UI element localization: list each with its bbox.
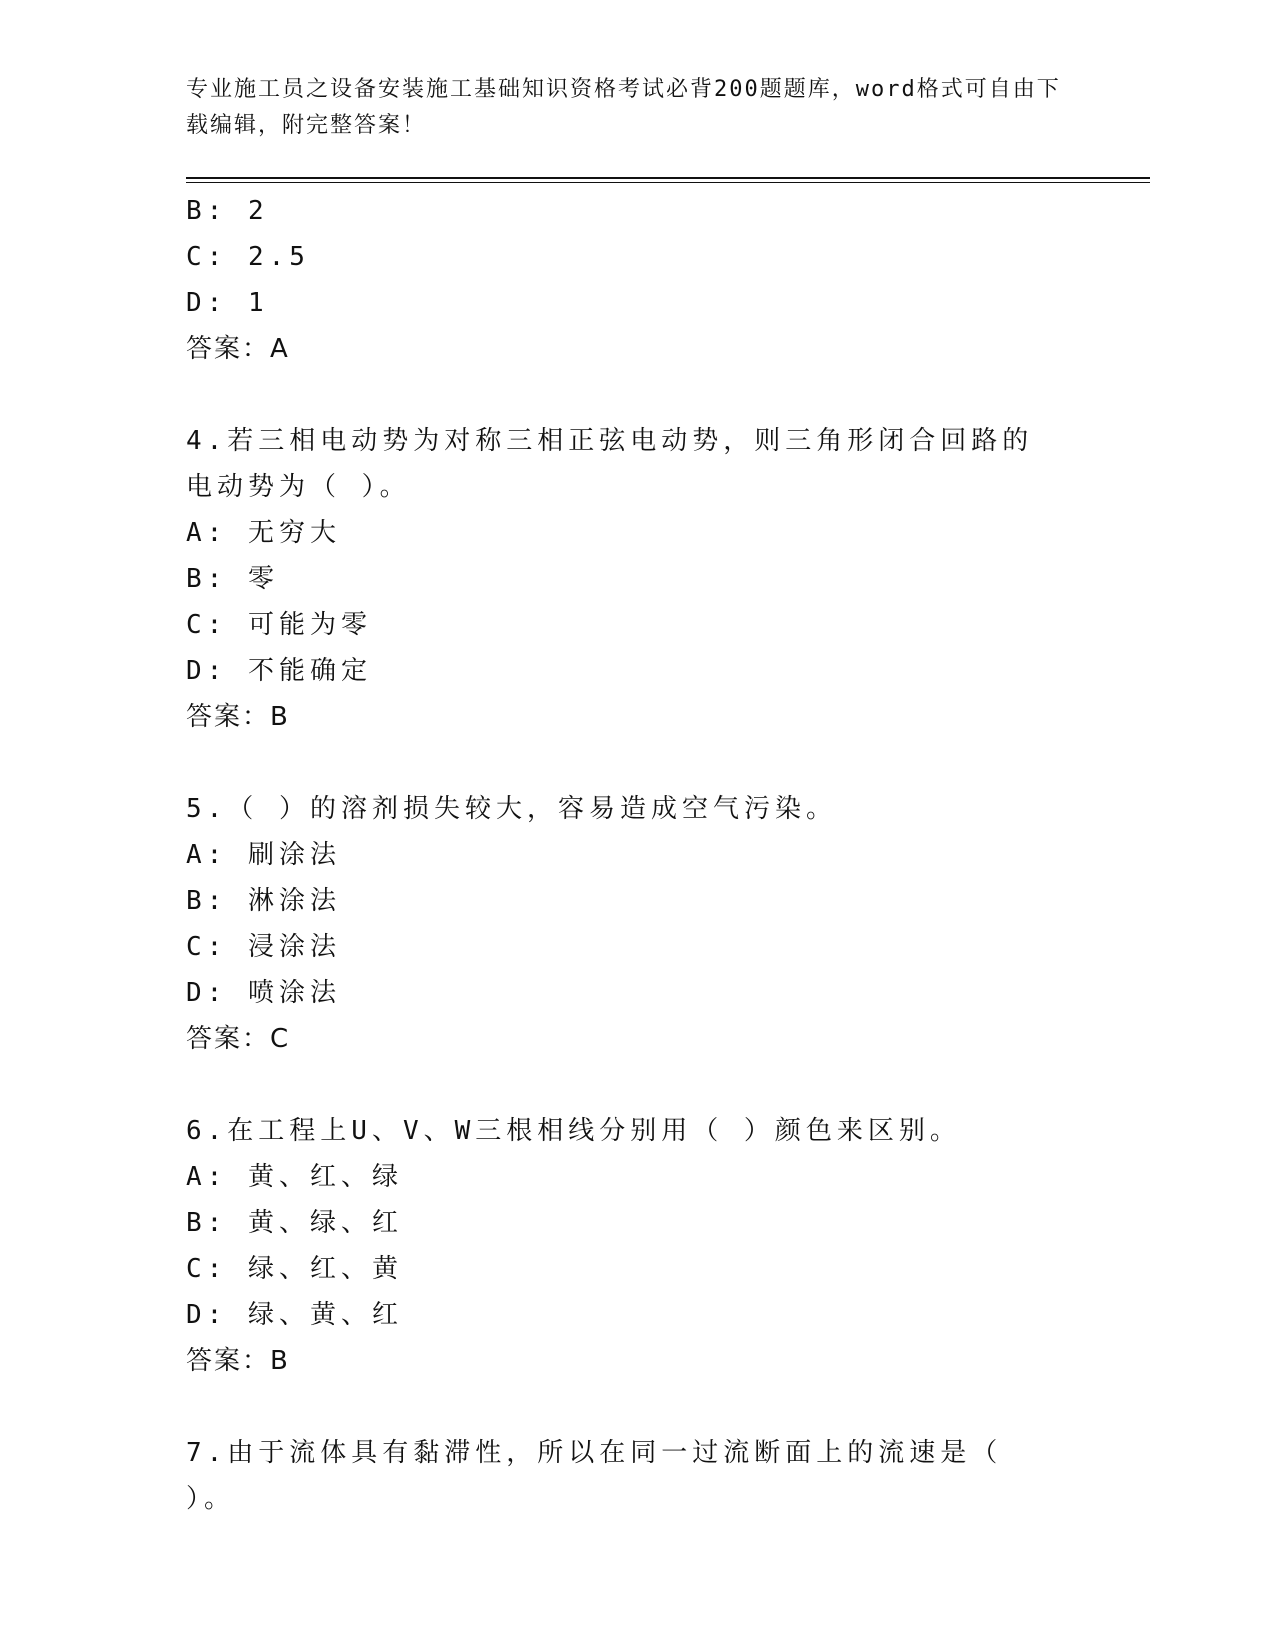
option-b: B: 零	[186, 564, 279, 594]
question-stem: 4.若三相电动势为对称三相正弦电动势，则三角形闭合回路的电动势为（ ）。	[186, 426, 1034, 502]
question-6	[186, 1108, 1086, 1384]
question-5	[186, 786, 1086, 1062]
option-c: C: 2.5	[186, 242, 310, 272]
header-rule-thick	[186, 177, 1150, 179]
option-d: D: 不能确定	[186, 656, 372, 686]
question-list	[186, 188, 1086, 1522]
option-b: B: 淋涂法	[186, 886, 341, 916]
option-c: C: 浸涂法	[186, 932, 341, 962]
question-stem: 7.由于流体具有黏滞性，所以在同一过流断面上的流速是（ ）。	[186, 1438, 1003, 1514]
option-d: D: 喷涂法	[186, 978, 341, 1008]
spacer	[186, 1384, 1086, 1430]
option-a: A: 黄、红、绿	[186, 1162, 403, 1192]
option-c: C: 可能为零	[186, 610, 372, 640]
question-stem: 5.（ ）的溶剂损失较大，容易造成空气污染。	[186, 794, 837, 824]
answer-line: 答案：B	[186, 702, 290, 732]
spacer	[186, 740, 1086, 786]
answer-line: 答案：B	[186, 1346, 290, 1376]
option-b: B: 2	[186, 196, 269, 226]
option-c: C: 绿、红、黄	[186, 1254, 403, 1284]
question-4	[186, 418, 1086, 740]
answer-line: 答案：C	[186, 1024, 291, 1054]
option-a: A: 刷涂法	[186, 840, 341, 870]
header-rule-thin	[186, 182, 1150, 183]
spacer	[186, 372, 1086, 418]
answer-line: 答案：A	[186, 334, 290, 364]
option-d: D: 绿、黄、红	[186, 1300, 403, 1330]
spacer	[186, 1062, 1086, 1108]
option-b: B: 黄、绿、红	[186, 1208, 403, 1238]
question-stem: 6.在工程上U、V、W三根相线分别用（ ）颜色来区别。	[186, 1116, 961, 1146]
document-title: 专业施工员之设备安装施工基础知识资格考试必背200题题库，word格式可自由下载编辑，附完整答案！	[186, 77, 1061, 138]
question-3-continuation	[186, 188, 1086, 372]
question-7	[186, 1430, 1086, 1522]
option-d: D: 1	[186, 288, 269, 318]
option-a: A: 无穷大	[186, 518, 341, 548]
